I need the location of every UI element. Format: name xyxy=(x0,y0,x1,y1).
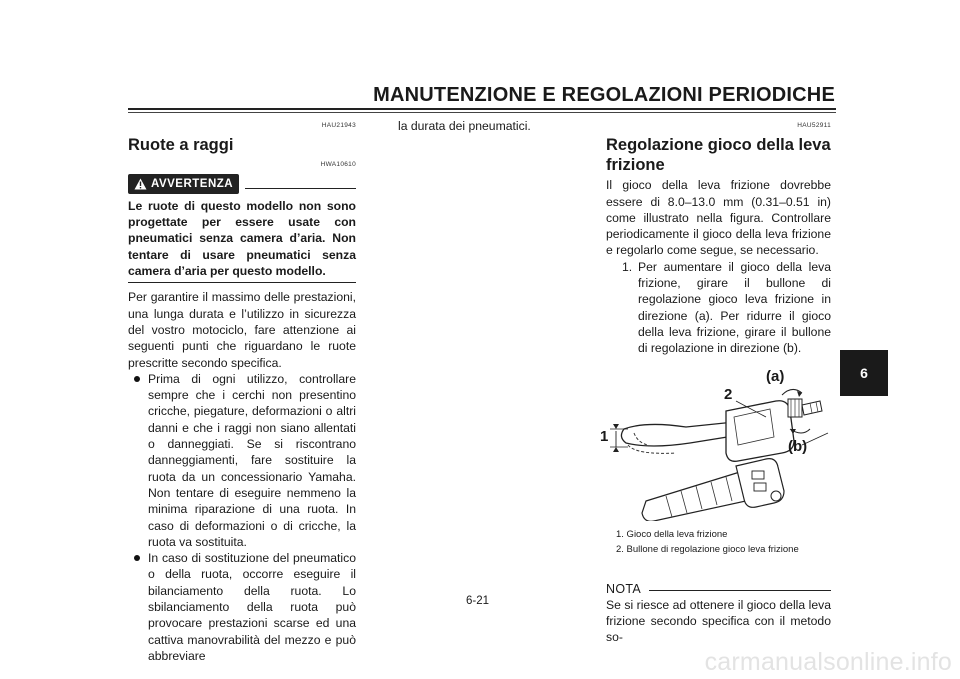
column-right xyxy=(600,118,831,646)
page-number: 6-21 xyxy=(466,595,490,607)
section-title-clutch: Regolazione gioco della leva frizione xyxy=(606,136,831,175)
steps-list xyxy=(606,259,831,357)
clutch-lever-figure xyxy=(600,367,831,521)
nota-header xyxy=(606,581,831,597)
page-header-title: MANUTENZIONE E REGOLAZIONI PERIODICHE xyxy=(373,84,835,106)
watermark: carmanualsonline.info xyxy=(704,648,952,676)
warning-code: HWA10610 xyxy=(320,161,356,169)
warning-triangle-icon xyxy=(134,178,147,190)
nota-text: Se si riesce ad ottenere il gioco della leva frizione secondo specifica con il metodo so- xyxy=(606,597,831,645)
clutch-intro: Il gioco della leva frizione dovrebbe essere di 8.0–13.0 mm (0.31–0.51 in) come illustrato nella figura. Controllare periodicamente il gioco della leva frizione e regolarlo come segue, se necessario. xyxy=(606,178,831,258)
warning-badge xyxy=(128,174,239,194)
warning-header xyxy=(128,174,356,194)
figure-label-a: (a) xyxy=(766,367,785,385)
bullet-list xyxy=(128,371,356,664)
step-number: 1. xyxy=(622,259,633,274)
warning-label: AVVERTENZA xyxy=(151,177,234,190)
warning-rule xyxy=(245,188,356,189)
caption-item: 2. Bullone di regolazione gioco leva frizione xyxy=(616,543,799,555)
chapter-tab: 6 xyxy=(840,350,888,396)
step-text: Per aumentare il gioco della leva frizione, girare il bullone di regolazione gioco leva frizione in direzione (a). Per ridurre il gioco della leva frizione, girare il bullone di regolazione in direzione (b). xyxy=(638,259,831,356)
nota-rule xyxy=(649,590,831,591)
figure-label-1: 1 xyxy=(600,427,609,445)
column-middle xyxy=(378,118,583,134)
continuation-text: la durata dei pneumatici. xyxy=(398,119,531,133)
header-rule xyxy=(128,108,836,110)
list-item: In caso di sostituzione del pneumatico o della ruota, occorre eseguire il bilanciamento della ruota. Lo sbilanciamento della ruota può provocare prestazioni scarse ed una cattiva manovrabilità del mezzo e può abbreviare xyxy=(128,550,356,664)
figure-label-b: (b) xyxy=(788,437,808,455)
list-item xyxy=(606,259,831,357)
nota-label: NOTA xyxy=(606,581,641,596)
header-rule-thin xyxy=(128,112,836,113)
figure-captions xyxy=(606,527,831,557)
column-left xyxy=(128,118,356,664)
caption-item: 1. Gioco della leva frizione xyxy=(616,528,728,540)
intro-paragraph: Per garantire il massimo delle prestazioni, una lunga durata e l’utilizzo in sicurezza del vostro motociclo, fare attenzione ai seguenti punti che riguardano le ruote prescritte secondo specifica. xyxy=(128,290,356,370)
warning-end-rule xyxy=(128,282,356,283)
section-code: HAU52911 xyxy=(797,122,831,129)
section-title-spoke-wheels: Ruote a raggi xyxy=(128,136,234,155)
figure-label-2: 2 xyxy=(724,385,733,403)
section-code: HAU21943 xyxy=(321,122,356,129)
warning-text: Le ruote di questo modello non sono progettate per essere usate con pneumatici senza camera d’aria. Non tentare di usare pneumatici senza camera d’aria per questo modello. xyxy=(128,198,356,279)
list-item: Prima di ogni utilizzo, controllare sempre che i cerchi non presentino cricche, piegature, deformazioni o altri danni e che i raggi non siano allentati o danneggiati. Se si riscontrano danneggiamenti, fare sostituire la ruota da un concessionario Yamaha. Non tentare di eseguire nemmeno la minima riparazione di una ruota. In caso di deformazioni o di cricche, la ruota va sostituita. xyxy=(128,371,356,550)
